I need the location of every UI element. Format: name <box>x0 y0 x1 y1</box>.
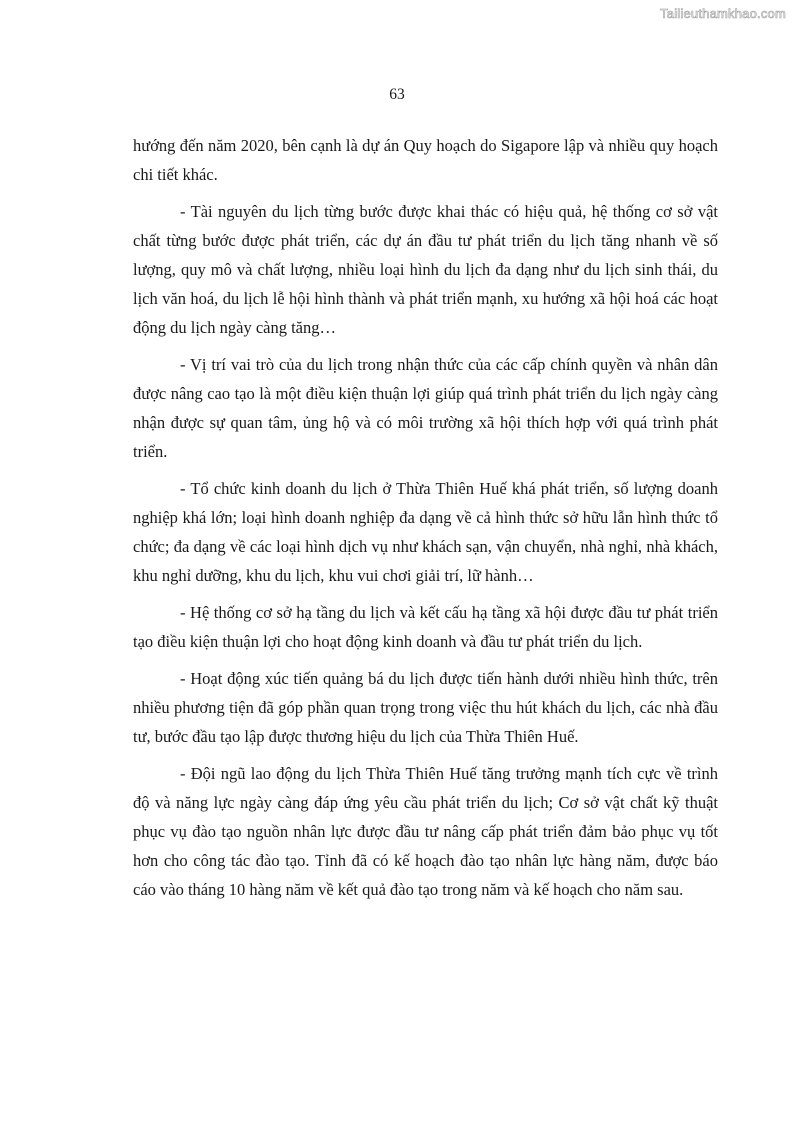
paragraph-infrastructure: - Hệ thống cơ sở hạ tầng du lịch và kết cấu hạ tầng xã hội được đầu tư phát triển tạo điều kiện thuận lợi cho hoạt động kinh doanh và đầu tư phát triển du lịch. <box>133 603 718 651</box>
paragraph-workforce: - Đội ngũ lao động du lịch Thừa Thiên Huế tăng trưởng mạnh tích cực về trình độ và năng lực ngày càng đáp ứng yêu cầu phát triển du lịch; Cơ sở vật chất kỹ thuật phục vụ đào tạo nguồn nhân lực được đầu tư nâng cấp phát triển đảm bảo phục vụ tốt hơn cho công tác đào tạo. Tỉnh đã có kế hoạch đào tạo nhân lực hàng năm, được báo cáo vào tháng 10 hàng năm về kết quả đào tạo trong năm và kế hoạch cho năm sau. <box>133 764 718 899</box>
paragraph-tourism-role: - Vị trí vai trò của du lịch trong nhận thức của các cấp chính quyền và nhân dân được nâng cao tạo là một điều kiện thuận lợi giúp quá trình phát triển du lịch ngày càng nhận được sự quan tâm, ủng hộ và có môi trường xã hội thích hợp với quá trình phát triển. <box>133 355 718 461</box>
document-body <box>133 131 718 912</box>
paragraph-continuation: hướng đến năm 2020, bên cạnh là dự án Quy hoạch do Sigapore lập và nhiều quy hoạch chi tiết khác. <box>133 136 718 184</box>
watermark: Tailieuthamkhao.com <box>660 6 786 21</box>
paragraph-business-organization: - Tổ chức kinh doanh du lịch ở Thừa Thiên Huế khá phát triển, số lượng doanh nghiệp khá lớn; loại hình doanh nghiệp đa dạng về cả hình thức sở hữu lẫn hình thức tổ chức; đa dạng về các loại hình dịch vụ như khách sạn, vận chuyển, nhà nghỉ, nhà khách, khu nghỉ dưỡng, khu du lịch, khu vui chơi giải trí, lữ hành… <box>133 479 718 585</box>
paragraph-promotion: - Hoạt động xúc tiến quảng bá du lịch được tiến hành dưới nhiều hình thức, trên nhiều phương tiện đã góp phần quan trọng trong việc thu hút khách du lịch, các nhà đầu tư, bước đầu tạo lập được thương hiệu du lịch của Thừa Thiên Huế. <box>133 669 718 746</box>
paragraph-tourism-resources: - Tài nguyên du lịch từng bước được khai thác có hiệu quả, hệ thống cơ sở vật chất từng bước được phát triển, các dự án đầu tư phát triển du lịch tăng nhanh về số lượng, quy mô và chất lượng, nhiều loại hình du lịch đa dạng như du lịch sinh thái, du lịch văn hoá, du lịch lễ hội hình thành và phát triển mạnh, xu hướng xã hội hoá các hoạt động du lịch ngày càng tăng… <box>133 202 718 337</box>
page-number: 63 <box>389 86 405 103</box>
